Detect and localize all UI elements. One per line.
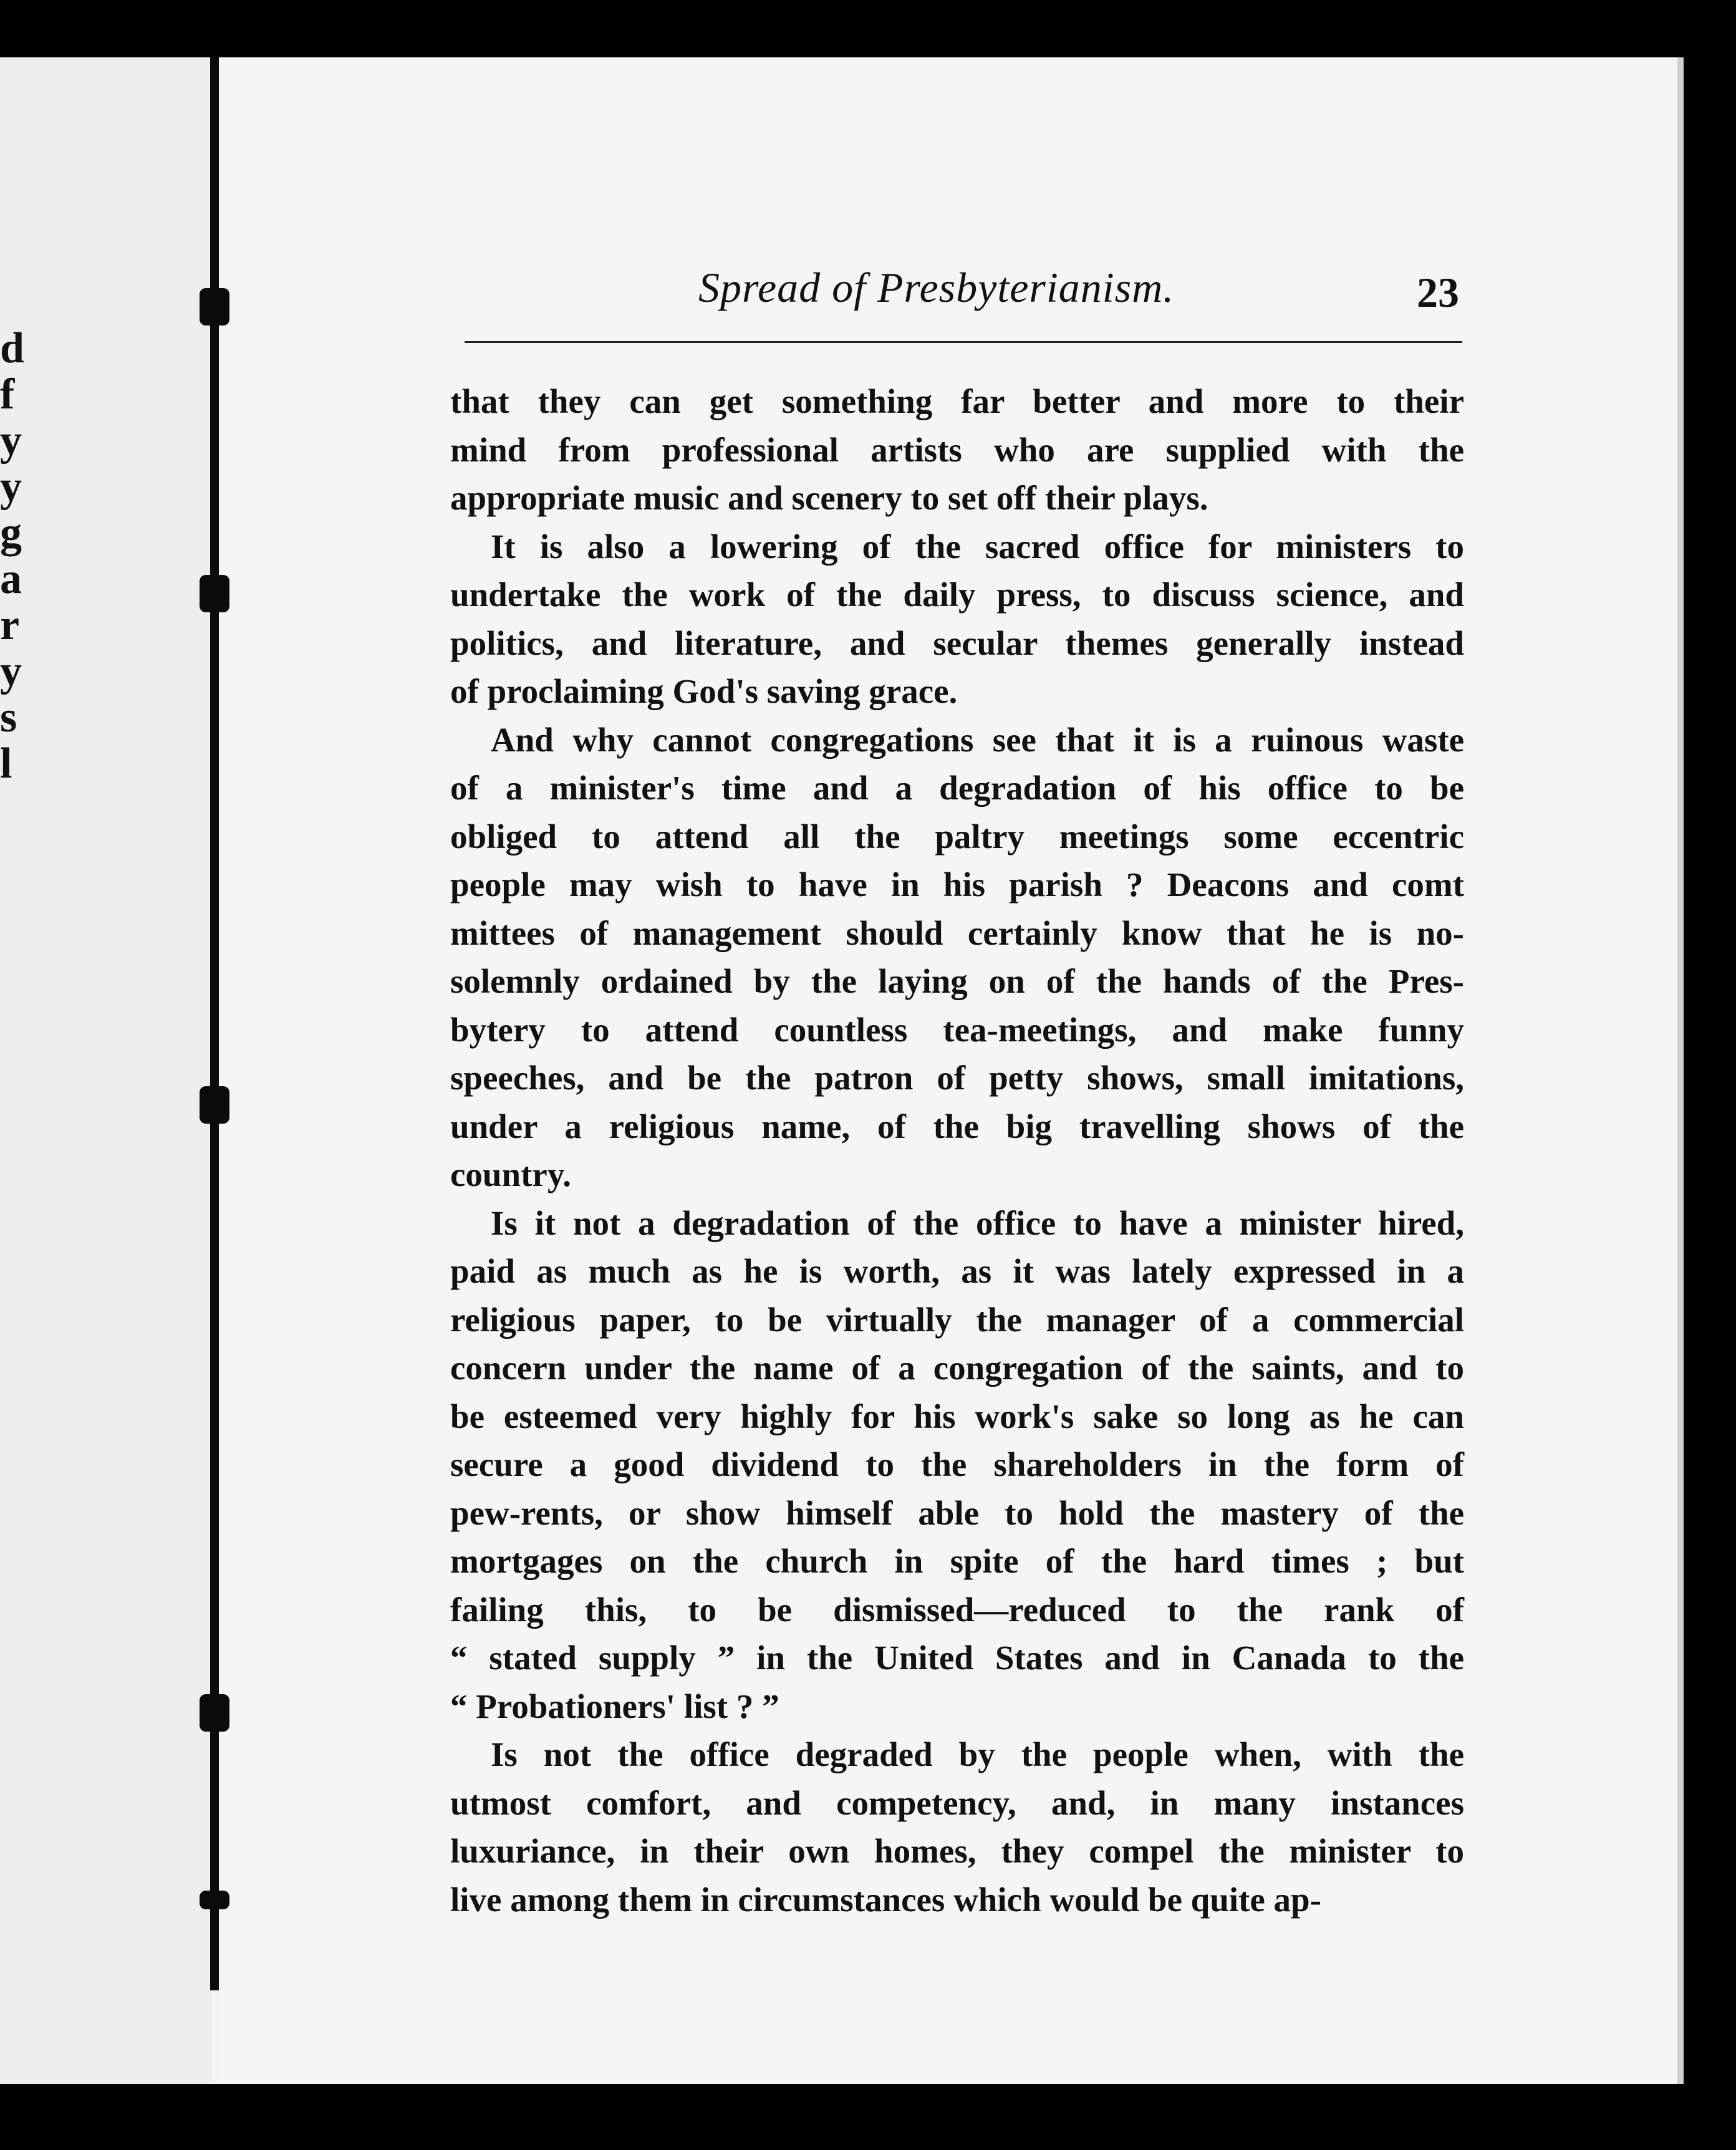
text-line: Is not the office degraded by the people when, with the [491, 1735, 1464, 1773]
text-line: speeches, and be the patron of petty shows, small imitations, [450, 1059, 1464, 1097]
binding-clip [200, 1086, 229, 1124]
paragraph [450, 1199, 1464, 1731]
margin-letter: s [0, 693, 17, 741]
paragraph [450, 1730, 1464, 1924]
text-line: be esteemed very highly for his work's sake so long as he can [450, 1397, 1464, 1435]
paragraph [450, 377, 1464, 523]
text-line: And why cannot congregations see that it is a ruinous waste [491, 720, 1464, 759]
header-rule [465, 341, 1462, 343]
margin-letter: r [0, 601, 20, 649]
text-line: politics, and literature, and secular themes generally instead [450, 624, 1464, 662]
body-text [450, 377, 1464, 1924]
text-line: secure a good dividend to the shareholders in the form of [450, 1445, 1464, 1483]
binding-clip [200, 1891, 229, 1909]
text-line: It is also a lowering of the sacred office for ministers to [491, 527, 1464, 566]
facing-page-strip [0, 57, 212, 2084]
running-head-title: Spread of Presbyterianism. [698, 264, 1175, 311]
text-line: mind from professional artists who are supplied with the [450, 430, 1464, 469]
text-line: bytery to attend countless tea-meetings, and make funny [450, 1010, 1464, 1049]
text-line: pew-rents, or show himself able to hold the mastery of the [450, 1493, 1464, 1532]
margin-letter: y [0, 647, 22, 695]
paragraph [450, 716, 1464, 1199]
text-line: mittees of management should certainly know that he is no- [450, 914, 1464, 952]
text-line: failing this, to be dismissed—reduced to the rank of [450, 1590, 1464, 1629]
text-line: appropriate music and scenery to set off their plays. [450, 479, 1208, 517]
page-edge [1677, 57, 1684, 2084]
text-line: concern under the name of a congregation of the saints, and to [450, 1349, 1464, 1387]
text-line: of a minister's time and a degradation of his office to be [450, 769, 1464, 807]
text-line: obliged to attend all the paltry meetings some eccentric [450, 817, 1464, 856]
page-number: 23 [1417, 269, 1459, 316]
text-line: country. [450, 1155, 572, 1193]
binding-clip [200, 288, 229, 325]
text-line: people may wish to have in his parish ? Deacons and comt [450, 865, 1464, 904]
text-line: religious paper, to be virtually the manager of a commercial [450, 1300, 1464, 1339]
scanned-page [0, 57, 1684, 2084]
margin-letter: f [0, 370, 15, 418]
text-line: of proclaiming God's saving grace. [450, 672, 958, 710]
paragraph [450, 523, 1464, 716]
binding-clip [200, 1694, 229, 1732]
binding-clip [200, 575, 229, 612]
margin-letter: l [0, 740, 12, 788]
text-line: that they can get something far better and more to their [450, 382, 1464, 420]
facing-page-margin-letters [0, 325, 25, 787]
text-line: luxuriance, in their own homes, they compel the minister to [450, 1832, 1464, 1870]
text-line: undertake the work of the daily press, to discuss science, and [450, 576, 1464, 614]
margin-letter: y [0, 463, 22, 511]
text-line: utmost comfort, and competency, and, in many instances [450, 1783, 1464, 1822]
margin-letter: g [0, 509, 22, 557]
text-line: Is it not a degradation of the office to have a minister hired, [491, 1203, 1464, 1242]
margin-letter: a [0, 555, 22, 603]
text-line: “ Probationers' list ? ” [450, 1687, 779, 1725]
text-line: live among them in circumstances which would be quite ap- [450, 1880, 1321, 1919]
text-line: solemnly ordained by the laying on of the hands of the Pres- [450, 962, 1464, 1000]
margin-letter: y [0, 417, 22, 465]
text-line: paid as much as he is worth, as it was lately expressed in a [450, 1252, 1464, 1290]
text-line: under a religious name, of the big travelling shows of the [450, 1107, 1464, 1145]
text-line: mortgages on the church in spite of the hard times ; but [450, 1542, 1464, 1580]
text-line: “ stated supply ” in the United States and in Canada to the [450, 1639, 1464, 1677]
margin-letter: d [0, 324, 24, 372]
